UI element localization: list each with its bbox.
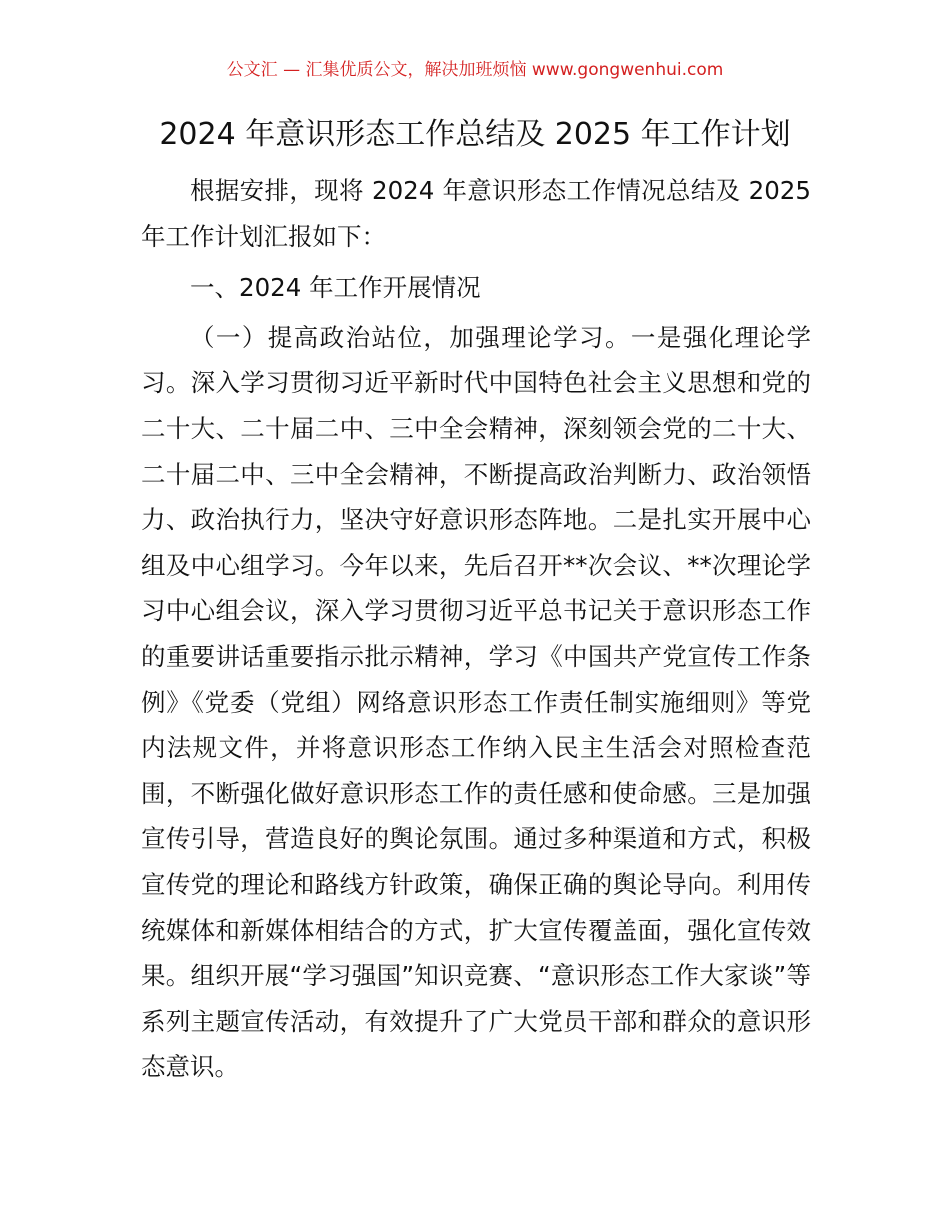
section-heading: 一、2024 年工作开展情况 [190,273,481,303]
body-paragraph: （一）提高政治站位，加强理论学习。一是强化理论学习。深入学习贯彻习近平新时代中国特色社会主义思想和党的二十大、二十届二中、三中全会精神，深刻领会党的二十大、二十届二中、三中全会精神，不断提高政治判断力、政治领悟力、政治执行力，坚决守好意识形态阵地。二是扎实开展中心组及中心组学习。今年以来，先后召开**次会议、**次理论学习中心组会议，深入学习贯彻习近平总书记关于意识形态工作的重要讲话重要指示批示精神，学习《中国共产党宣传工作条例》《党委（党组）网络意识形态工作责任制实施细则》等党内法规文件，并将意识形态工作纳入民主生活会对照检查范围，不断强化做好意识形态工作的责任感和使命感。三是加强宣传引导，营造良好的舆论氛围。通过多种渠道和方式，积极宣传党的理论和路线方针政策，确保正确的舆论导向。利用传统媒体和新媒体相结合的方式，扩大宣传覆盖面，强化宣传效果。组织开展“学习强国”知识竞赛、“意识形态工作大家谈”等系列主题宣传活动，有效提升了广大党员干部和群众的意识形态意识。 [141,322,811,1082]
intro-paragraph: 根据安排，现将 2024 年意识形态工作情况总结及 2025 年工作计划汇报如下： [141,176,811,251]
document-title: 2024 年意识形态工作总结及 2025 年工作计划 [159,117,791,152]
header-banner: 公文汇 — 汇集优质公文，解决加班烦恼 www.gongwenhui.com [226,60,724,80]
document-body [141,168,811,1090]
